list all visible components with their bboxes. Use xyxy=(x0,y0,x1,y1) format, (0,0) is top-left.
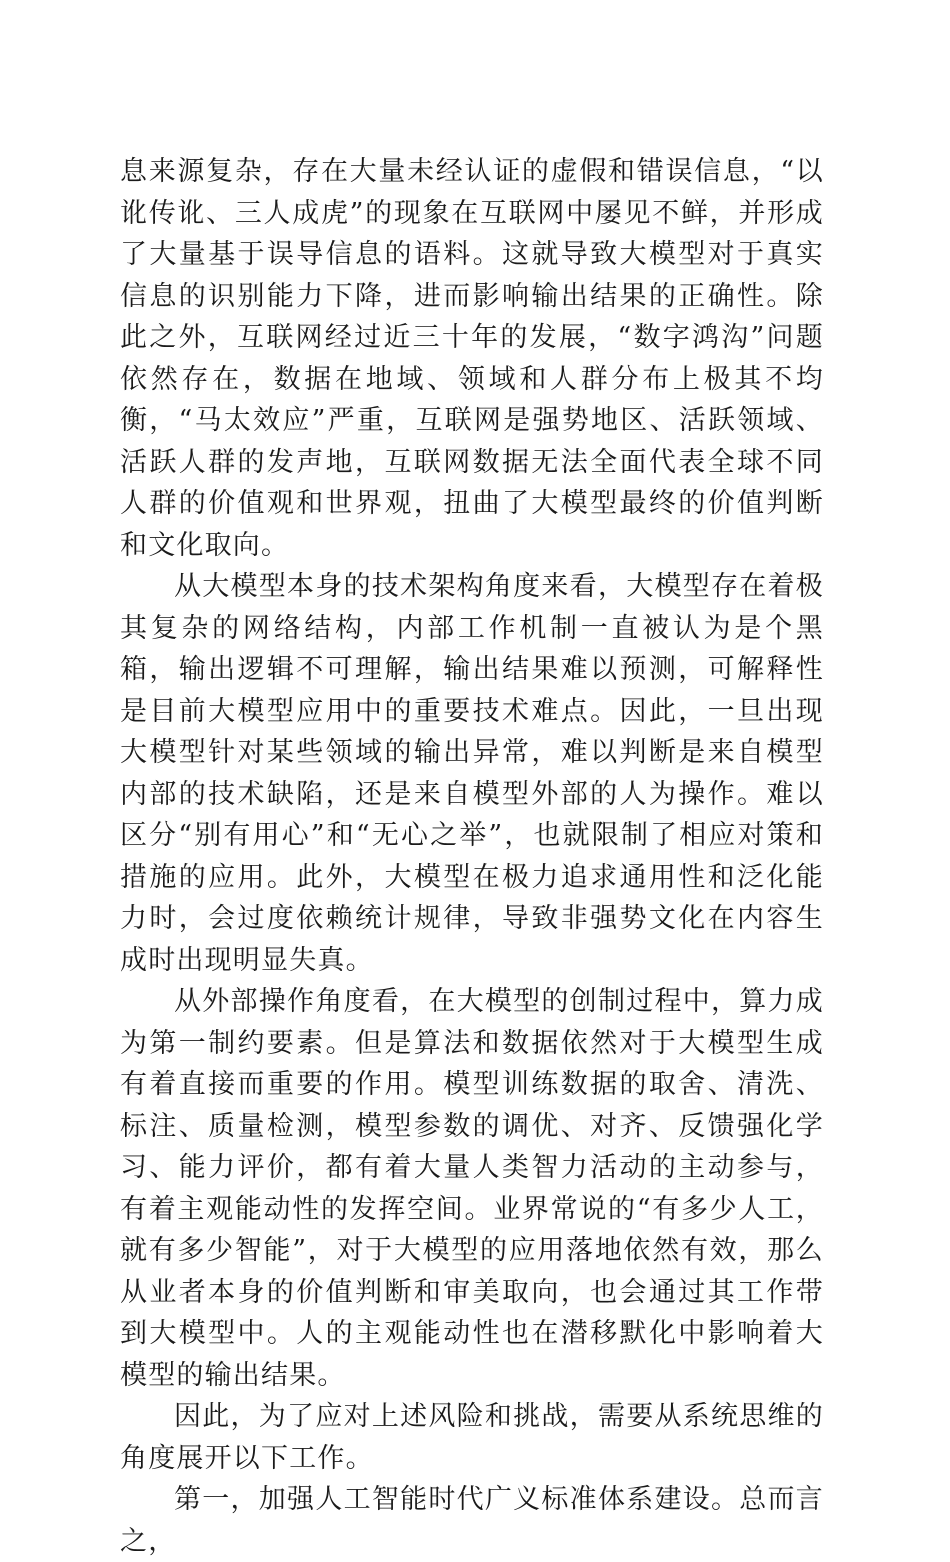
paragraph-technical-architecture: 从大模型本身的技术架构角度来看，大模型存在着极其复杂的网络结构，内部工作机制一直被认为是个黑箱，输出逻辑不可理解，输出结果难以预测，可解释性是目前大模型应用中的重要技术难点。因此，一旦出现大模型针对某些领域的输出异常，难以判断是来自模型内部的技术缺陷，还是来自模型外部的人为操作。难以区分“别有用心”和“无心之举”，也就限制了相应对策和措施的应用。此外，大模型在极力追求通用性和泛化能力时，会过度依赖统计规律，导致非强势文化在内容生成时出现明显失真。 xyxy=(120,571,824,976)
paragraph-first-measure: 第一，加强人工智能时代广义标准体系建设。总而言之， xyxy=(120,1484,824,1557)
paragraph-external-operation: 从外部操作角度看，在大模型的创制过程中，算力成为第一制约要素。但是算法和数据依然对于大模型生成有着直接而重要的作用。模型训练数据的取舍、清洗、标注、质量检测，模型参数的调优、对齐、反馈强化学习、能力评价，都有着大量人类智力活动的主动参与，有着主观能动性的发挥空间。业界常说的“有多少人工，就有多少智能”，对于大模型的应用落地依然有效，那么从业者本身的价值判断和审美取向，也会通过其工作带到大模型中。人的主观能动性也在潜移默化中影响着大模型的输出结果。 xyxy=(120,986,824,1391)
body-text xyxy=(120,151,824,1562)
paragraph-therefore: 因此，为了应对上述风险和挑战，需要从系统思维的角度展开以下工作。 xyxy=(120,1401,824,1474)
paragraph-continuation: 息来源复杂，存在大量未经认证的虚假和错误信息，“以讹传讹、三人成虎”的现象在互联网中屡见不鲜，并形成了大量基于误导信息的语料。这就导致大模型对于真实信息的识别能力下降，进而影响输出结果的正确性。除此之外，互联网经过近三十年的发展，“数字鸿沟”问题依然存在，数据在地域、领域和人群分布上极其不均衡，“马太效应”严重，互联网是强势地区、活跃领域、活跃人群的发声地，互联网数据无法全面代表全球不同人群的价值观和世界观，扭曲了大模型最终的价值判断和文化取向。 xyxy=(120,156,824,561)
